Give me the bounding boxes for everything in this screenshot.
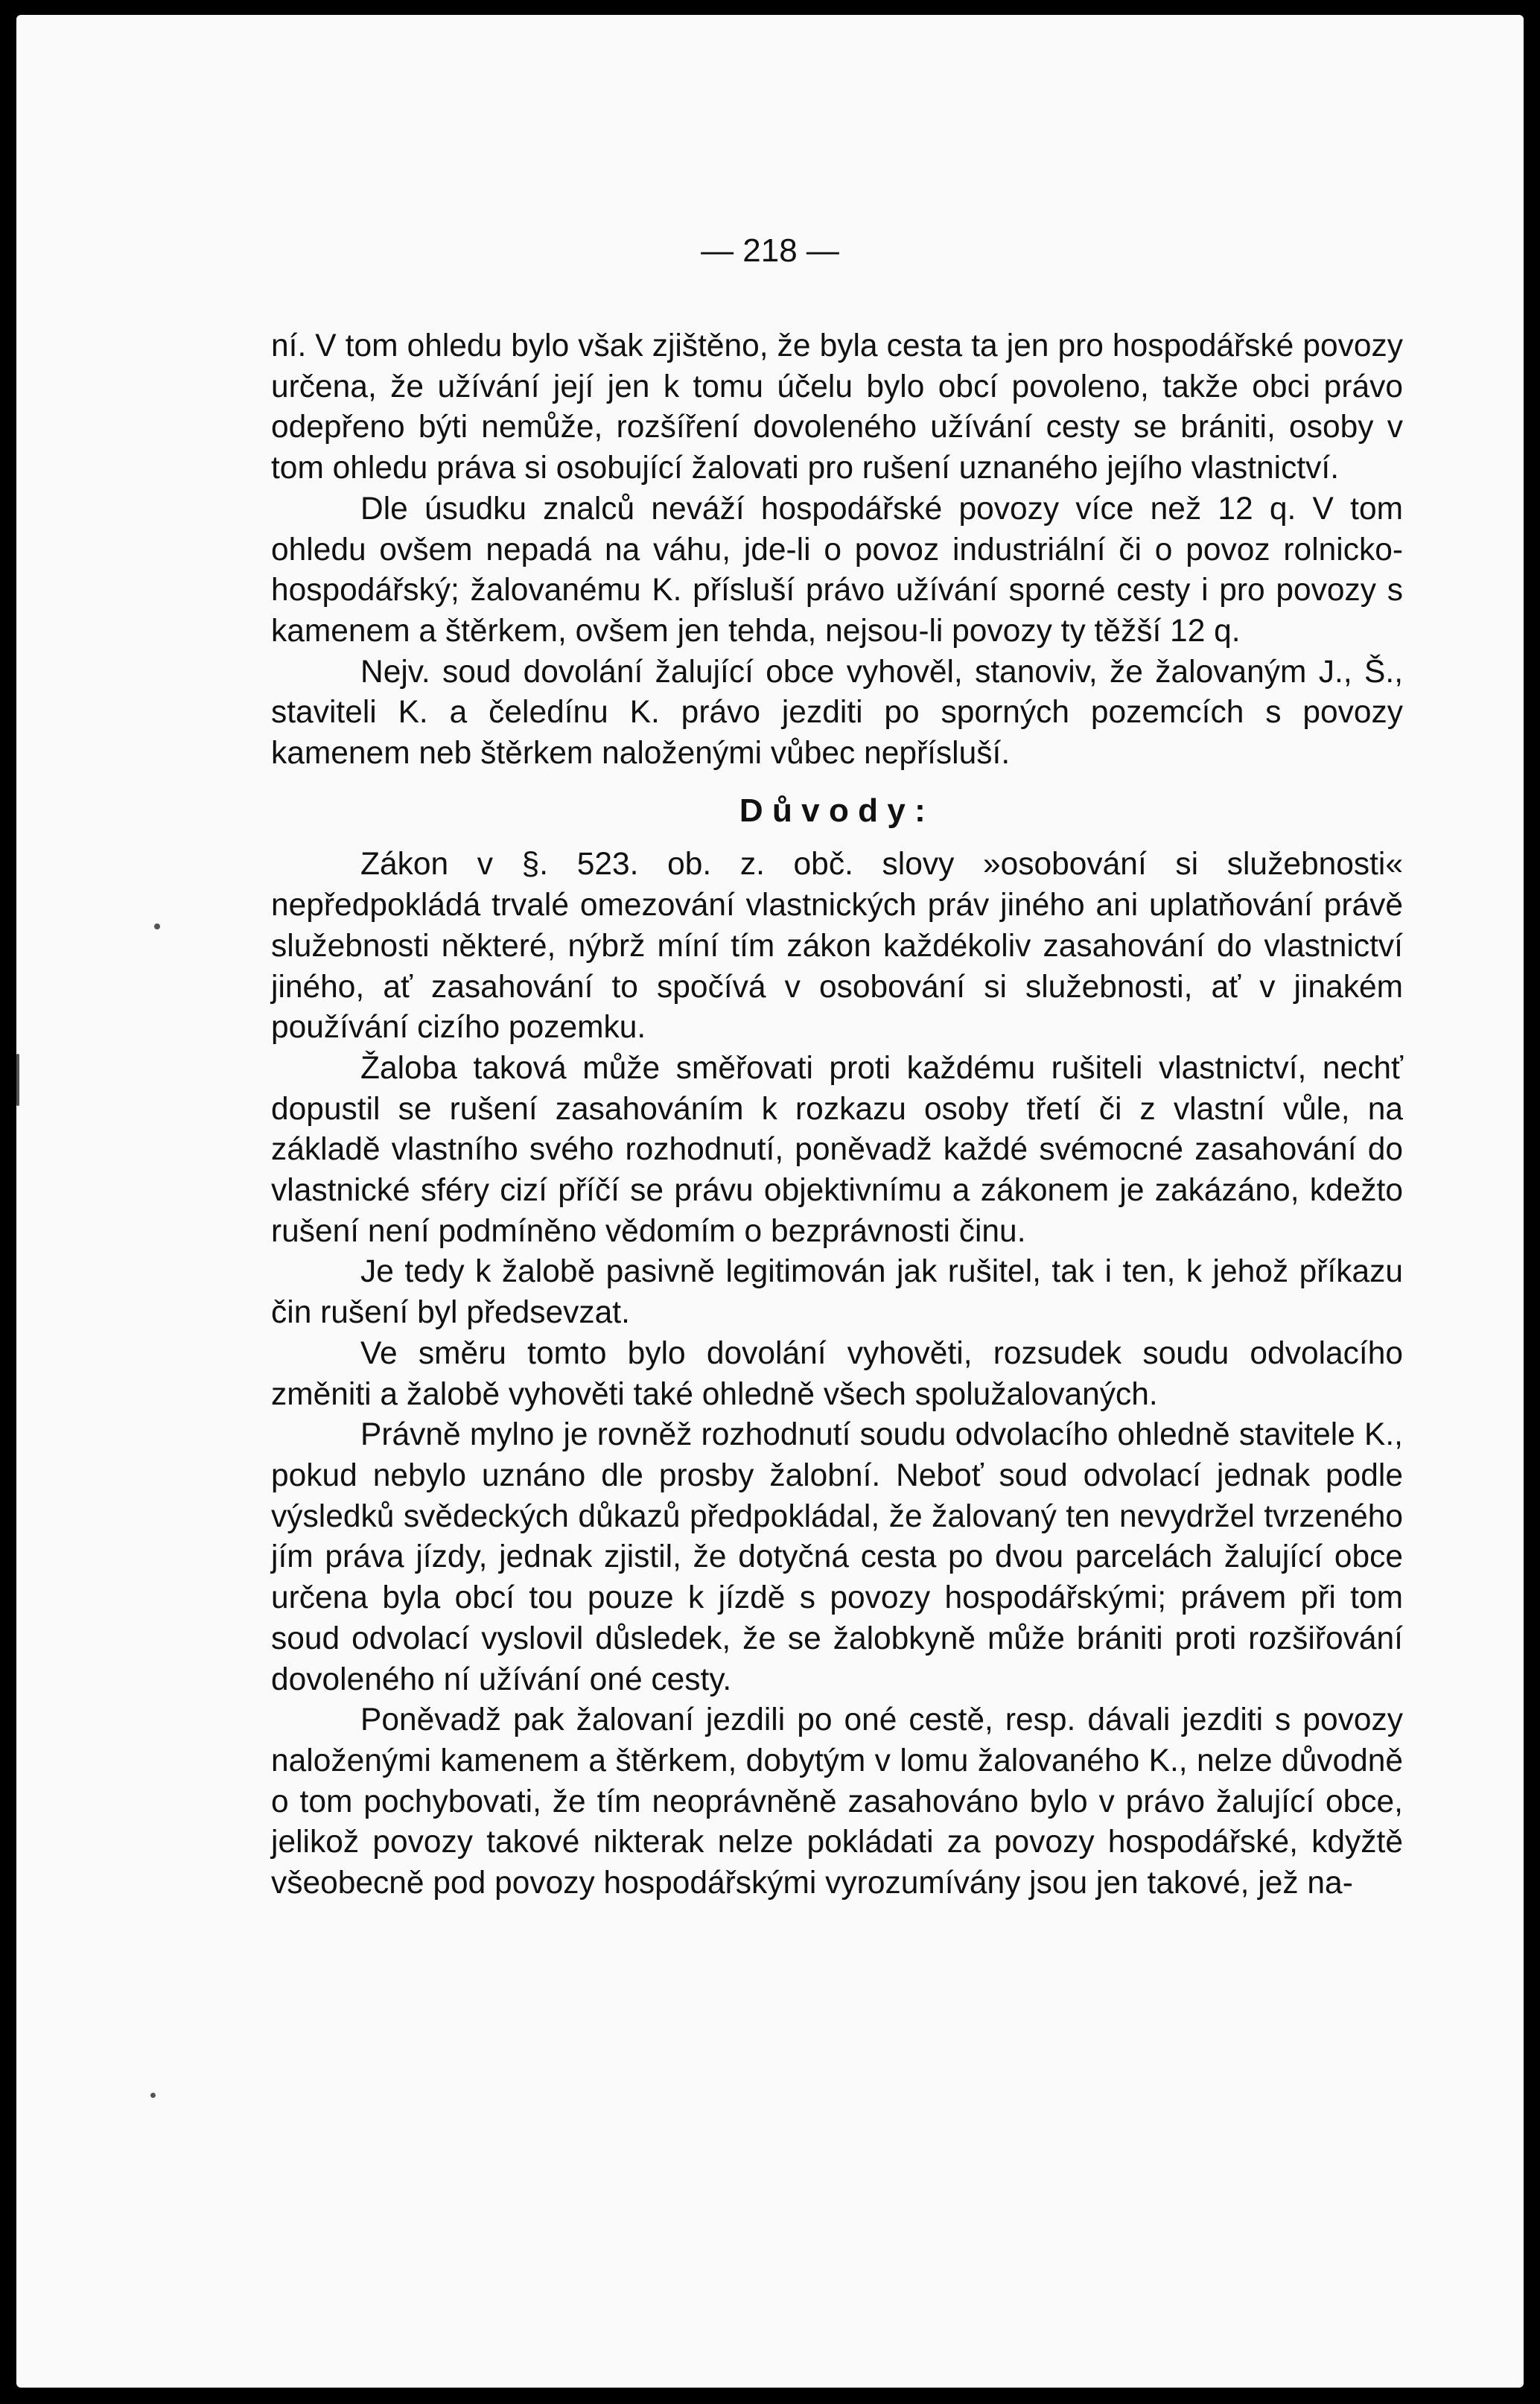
paragraph: Poněvadž pak žalovaní jezdili po oné cestě, resp. dávali jezditi s povozy naloženými kamenem a štěrkem, dobytým v lomu žalovaného K., nelze důvodně o tom pochybovati, že tím neoprávněně zasahováno bylo v právo žalující obce, jelikož povozy takové nikterak nelze pokládati za povozy hospodářské, kdyžtě všeobecně pod povozy hospodářskými vyrozumívány jsou jen takové, jež na-	[271, 1702, 1403, 1901]
paragraph: Je tedy k žalobě pasivně legitimován jak rušitel, tak i ten, k jehož příkazu čin rušení byl předsevzat.	[271, 1254, 1403, 1331]
paragraph: Zákon v §. 523. ob. z. obč. slovy »osobování si služebnosti« nepředpokládá trvalé omezování vlastnických práv jiného ani uplatňování právě služebnosti některé, nýbrž míní tím zákon každékoliv zasahování do vlastnictví jiného, ať zasahování to spočívá v osobování si služebnosti, ať v jinakém používání cizího pozemku.	[271, 847, 1403, 1046]
paragraph: Nejv. soud dovolání žalující obce vyhověl, stanoviv, že žalovaným J., Š., staviteli K. a čeledínu K. právo jezditi po sporných pozemcích s povozy kamenem neb štěrkem naloženými vůbec nepřísluší.	[271, 654, 1403, 772]
scan-dot	[154, 923, 160, 929]
scanned-page	[16, 15, 1524, 2388]
paragraph: Dle úsudku znalců neváží hospodářské povozy více než 12 q. V tom ohledu ovšem nepadá na váhu, jde-li o povoz industriální či o povoz rolnicko-hospodářský; žalovanému K. přísluší právo užívání sporné cesty i pro povozy s kamenem a štěrkem, ovšem jen tehda, nejsou-li povozy ty těžší 12 q.	[271, 491, 1403, 649]
paragraph: Právně mylno je rovněž rozhodnutí soudu odvolacího ohledně stavitele K., pokud nebylo uznáno dle prosby žalobní. Neboť soud odvolací jednak podle výsledků svědeckých důkazů předpokládal, že žalovaný ten nevydržel tvrzeného jím práva jízdy, jednak zjistil, že dotyčná cesta po dvou parcelách žalující obce určena byla obcí tou pouze k jízdě s povozy hospodářskými; právem při tom soud odvolací vyslovil důsledek, že se žalobkyně může brániti proti rozšiřování dovoleného ní užívání oné cesty.	[271, 1417, 1403, 1697]
paragraph: Žaloba taková může směřovati proti každému rušiteli vlastnictví, nechť dopustil se rušení zasahováním k rozkazu osoby třetí či z vlastní vůle, na základě vlastního svého rozhodnutí, poněvadž každé svémocné zasahování do vlastnické sféry cizí příčí se právu objektivnímu a zákonem je zakázáno, kdežto rušení není podmíněno vědomím o bezprávnosti činu.	[271, 1050, 1403, 1249]
paragraph-continuation: ní. V tom ohledu bylo však zjištěno, že byla cesta ta jen pro hospodářské povozy určena, že užívání její jen k tomu účelu bylo obcí povoleno, takže obci právo odepřeno býti nemůže, rozšíření dovoleného užívání cesty se brániti, osoby v tom ohledu práva si osobující žalovati pro rušení uznaného jejího vlastnictví.	[271, 328, 1403, 486]
section-heading: Důvody:	[739, 792, 935, 829]
body-text	[271, 326, 1403, 1904]
scan-mark	[16, 1054, 19, 1106]
paragraph: Ve směru tomto bylo dovolání vyhověti, rozsudek soudu odvolacího změniti a žalobě vyhověti také ohledně všech spolužalovaných.	[271, 1335, 1403, 1412]
page-number: — 218 —	[701, 232, 839, 269]
scan-dot	[150, 2093, 156, 2098]
